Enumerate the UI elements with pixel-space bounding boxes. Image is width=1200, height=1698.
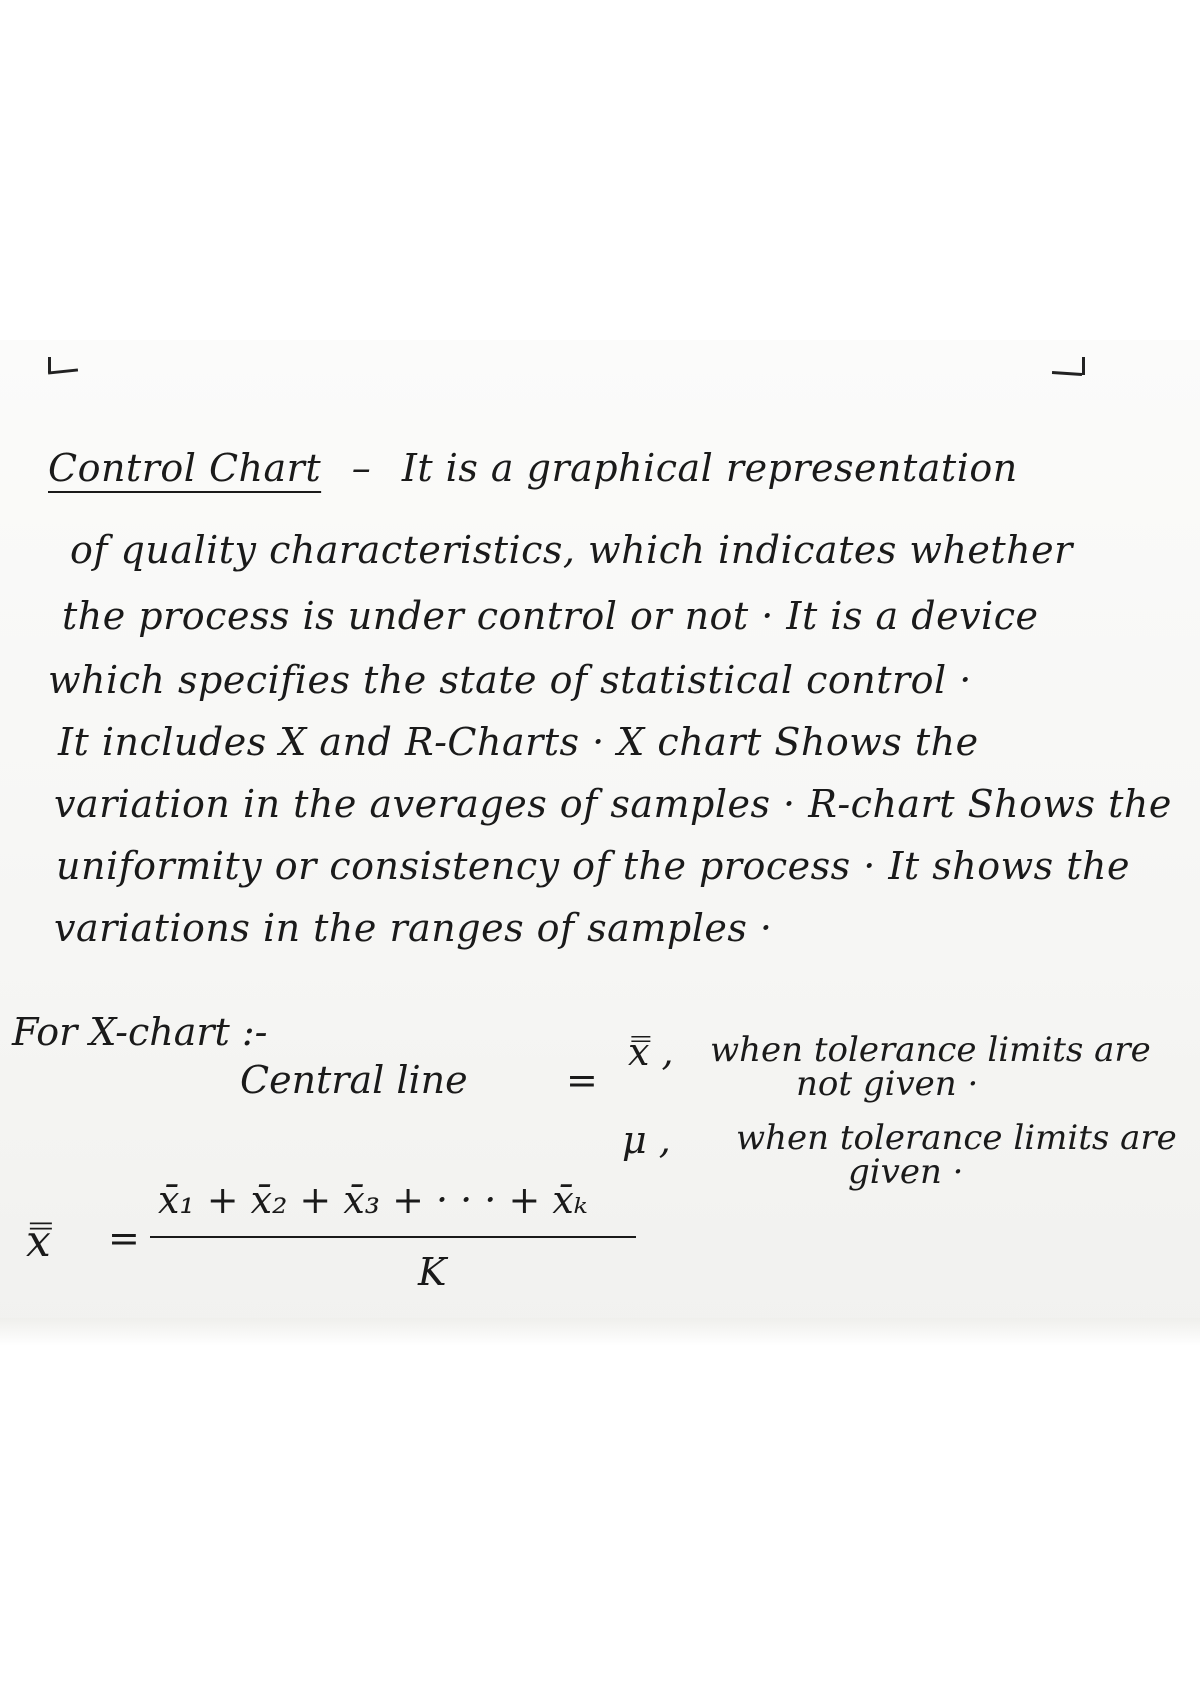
paragraph-line-5 — [58, 720, 979, 764]
section-title: Control Chart — [48, 446, 322, 490]
xbar-chart-heading: For X-chart :- — [12, 1010, 268, 1054]
formula-denominator: K — [418, 1250, 447, 1294]
central-line-label: Central line — [240, 1058, 468, 1102]
definition-text-3: the process is under control or not · It is a device — [62, 594, 1039, 638]
case2-text: when tolerance limits are — [736, 1118, 1177, 1158]
definition-text-7: uniformity or consistency of the process · It shows the — [56, 844, 1130, 888]
corner-mark-left-vertical — [48, 357, 51, 373]
paragraph-line-7 — [56, 844, 1130, 888]
formula-lhs: x̿ — [26, 1216, 51, 1267]
definition-text-2: of quality characteristics, which indicates whether — [70, 528, 1073, 572]
case1-symbol: x̿ , — [628, 1030, 674, 1074]
paragraph-line-1 — [48, 446, 1018, 490]
case2-symbol: μ , — [622, 1118, 671, 1162]
case2-text-cont: given · — [848, 1152, 964, 1192]
central-line-equals: = — [566, 1058, 598, 1102]
paragraph-line-8 — [54, 906, 773, 950]
paragraph-line-4 — [48, 658, 972, 702]
definition-text-6: variation in the averages of samples · R-chart Shows the — [54, 782, 1172, 826]
paragraph-line-3 — [62, 594, 1038, 638]
paragraph-line-2 — [70, 528, 1073, 572]
title-dash: – — [351, 446, 372, 490]
case1-text-cont: not given · — [796, 1064, 979, 1104]
corner-mark-right-vertical — [1082, 357, 1085, 375]
definition-text-4: which specifies the state of statistical control · — [48, 658, 972, 702]
case1-text: when tolerance limits are — [710, 1030, 1151, 1070]
formula-numerator: x̄₁ + x̄₂ + x̄₃ + · · · + x̄ₖ — [158, 1178, 588, 1222]
fraction-bar — [150, 1236, 636, 1238]
definition-text-8: variations in the ranges of samples · — [54, 906, 773, 950]
paragraph-line-6 — [54, 782, 1172, 826]
definition-text-5: It includes X and R-Charts · X chart Shows the — [58, 720, 979, 764]
definition-text-1: It is a graphical representation — [401, 446, 1018, 490]
formula-equals: = — [108, 1216, 140, 1260]
photo-edge — [0, 1318, 1200, 1346]
